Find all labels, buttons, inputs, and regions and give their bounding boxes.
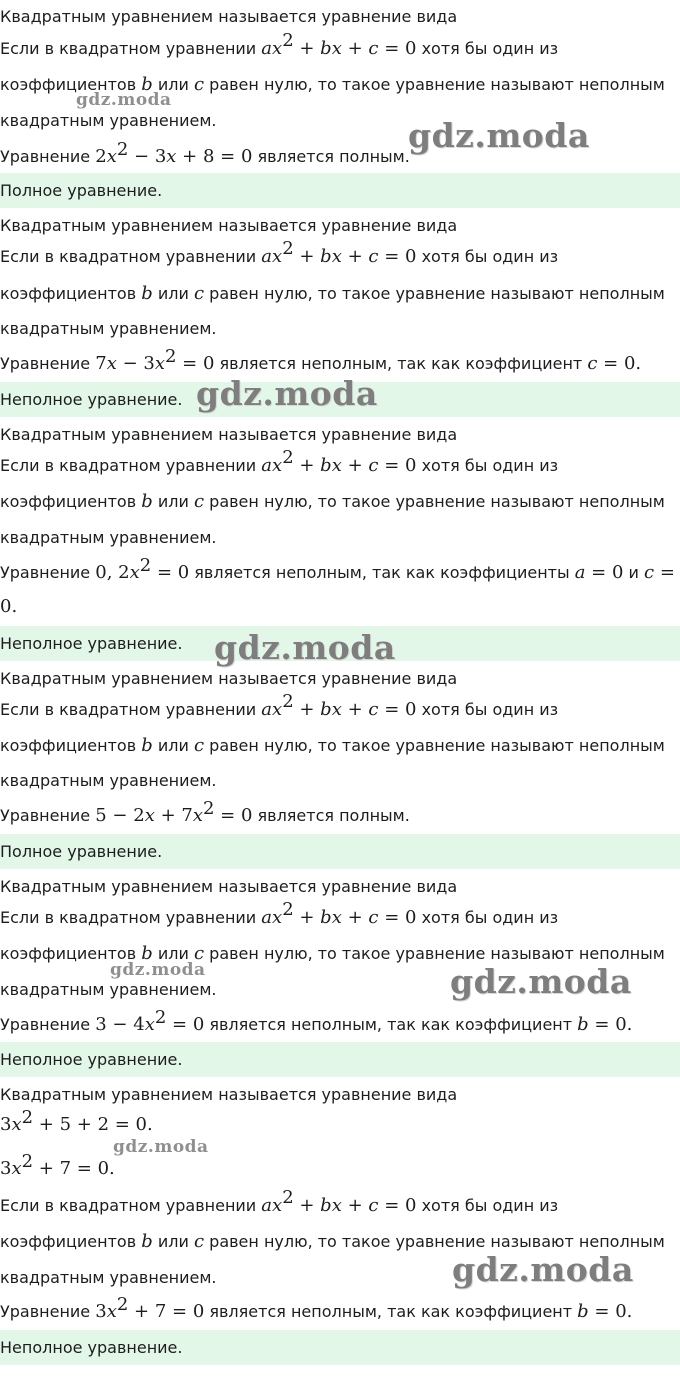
rule-line: Если в квадратном уравнении $ax^2$ + bx + c = 0 хотя бы один из	[0, 1187, 559, 1216]
watermark: gdz.moda	[214, 628, 396, 667]
coefficients-line-end: квадратным уравнением.	[0, 111, 217, 130]
answer-banner: Неполное уравнение.	[0, 382, 680, 417]
rule-line: Если в квадратном уравнении $ax^2$ + bx + c = 0 хотя бы один из	[0, 447, 559, 476]
answer-banner: Неполное уравнение.	[0, 1042, 680, 1077]
definition-text: Квадратным уравнением называется уравнение вида	[0, 425, 458, 444]
coefficients-line: коэффициентов b или c равен нулю, то такое уравнение называют неполным	[0, 943, 665, 964]
watermark: gdz.moda	[450, 962, 632, 1001]
statement-line: Уравнение $3x^2 + 7 = 0$ является неполным, так как коэффициент b = 0.	[0, 1293, 633, 1322]
coefficients-line-end: квадратным уравнением.	[0, 1268, 217, 1287]
definition-text: Квадратным уравнением называется уравнение вида	[0, 669, 458, 688]
statement-line: Уравнение $2x^2 - 3x + 8 = 0$ является полным.	[0, 138, 410, 167]
watermark: gdz.moda	[110, 960, 206, 980]
statement-line: Уравнение $5 - 2x + 7x^2 = 0$ является полным.	[0, 797, 410, 826]
coefficients-line-end: квадратным уравнением.	[0, 528, 217, 547]
coefficients-line: коэффициентов b или c равен нулю, то такое уравнение называют неполным	[0, 74, 665, 95]
rule-line: Если в квадратном уравнении $ax^2$ + bx + c = 0 хотя бы один из	[0, 238, 559, 267]
coefficients-line: коэффициентов b или c равен нулю, то такое уравнение называют неполным	[0, 735, 665, 756]
definition-text: Квадратным уравнением называется уравнение вида	[0, 1085, 458, 1104]
watermark: gdz.moda	[408, 116, 590, 155]
definition-text: Квадратным уравнением называется уравнение вида	[0, 877, 458, 896]
coefficients-line-end: квадратным уравнением.	[0, 980, 217, 999]
statement-line-continued: 0.	[0, 596, 18, 617]
example-equation-2: $3x^2 + 7 = 0$.	[0, 1150, 115, 1179]
coefficients-line-end: квадратным уравнением.	[0, 771, 217, 790]
watermark: gdz.moda	[76, 90, 172, 110]
answer-banner: Полное уравнение.	[0, 173, 680, 208]
example-equation-1: $3x^2 + 5 + 2 = 0$.	[0, 1106, 153, 1135]
watermark: gdz.moda	[196, 374, 378, 413]
statement-line: Уравнение $3 - 4x^2 = 0$ является неполным, так как коэффициент b = 0.	[0, 1006, 633, 1035]
answer-banner: Полное уравнение.	[0, 834, 680, 869]
watermark: gdz.moda	[113, 1137, 209, 1157]
rule-line: Если в квадратном уравнении $ax^2$ + bx + c = 0 хотя бы один из	[0, 899, 559, 928]
answer-banner: Неполное уравнение.	[0, 1330, 680, 1365]
definition-text: Квадратным уравнением называется уравнение вида	[0, 216, 458, 235]
rule-line: Если в квадратном уравнении $ax^2$ + bx + c = 0 хотя бы один из	[0, 30, 559, 59]
statement-line: Уравнение $7x - 3x^2 = 0$ является неполным, так как коэффициент c = 0.	[0, 345, 642, 374]
statement-line: Уравнение 0, $2x^2 = 0$ является неполным, так как коэффициенты a = 0 и c =	[0, 554, 675, 583]
definition-text: Квадратным уравнением называется уравнение вида	[0, 7, 458, 26]
coefficients-line-end: квадратным уравнением.	[0, 319, 217, 338]
watermark: gdz.moda	[452, 1250, 634, 1289]
coefficients-line: коэффициентов b или c равен нулю, то такое уравнение называют неполным	[0, 491, 665, 512]
coefficients-line: коэффициентов b или c равен нулю, то такое уравнение называют неполным	[0, 283, 665, 304]
coefficients-line: коэффициентов b или c равен нулю, то такое уравнение называют неполным	[0, 1231, 665, 1252]
answer-banner: Неполное уравнение.	[0, 626, 680, 661]
rule-line: Если в квадратном уравнении $ax^2$ + bx + c = 0 хотя бы один из	[0, 691, 559, 720]
